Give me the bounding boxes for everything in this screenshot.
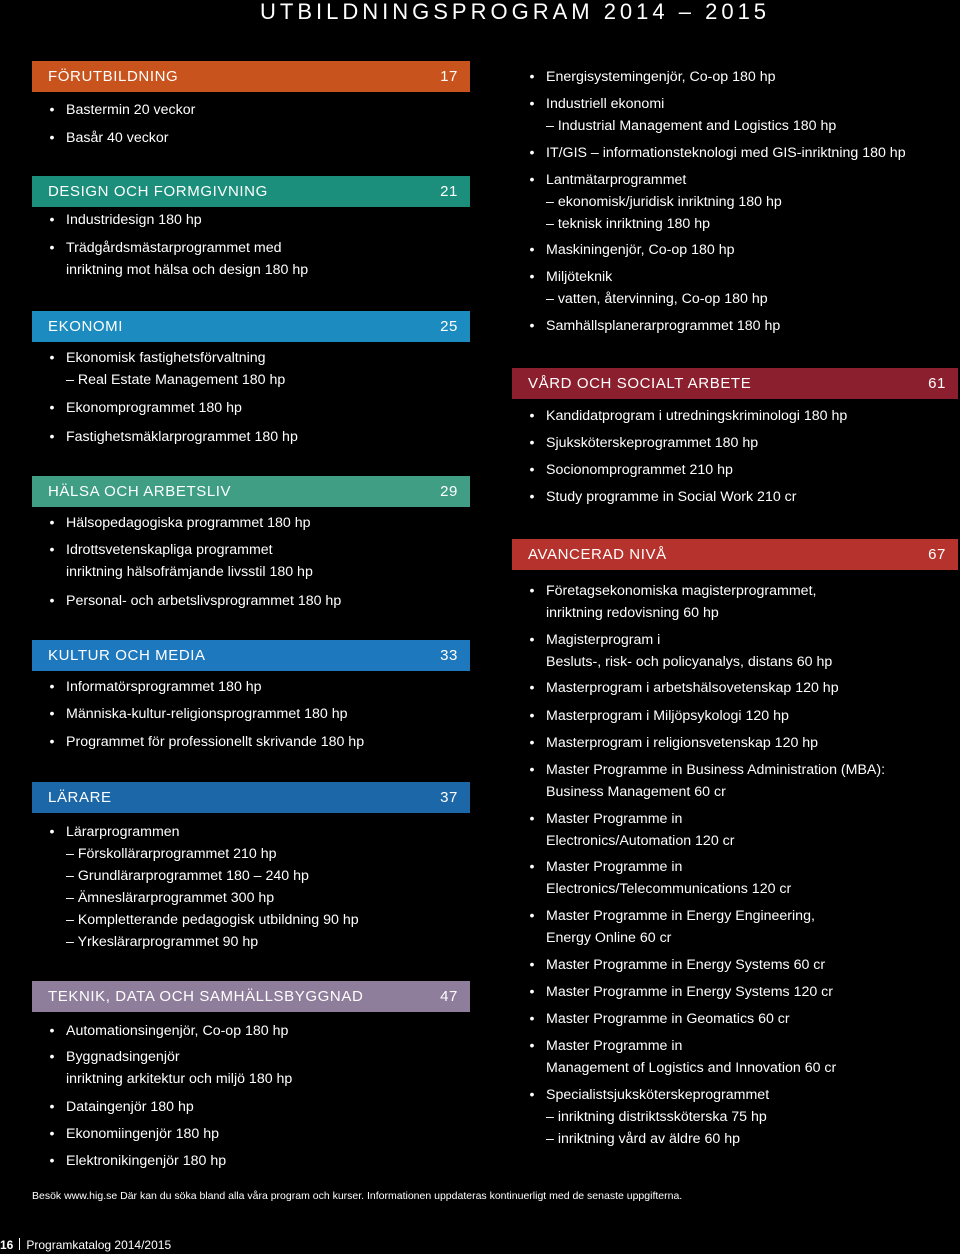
list-item[interactable]: • Ekonomprogrammet 180 hp [32,397,470,419]
bullet-icon: • [529,1038,535,1054]
bullet-icon: • [49,593,55,609]
list-item[interactable]: • Automationsingenjör, Co-op 180 hp [32,1020,470,1042]
list-item[interactable]: • Magisterprogram i Besluts-, risk- och policyanalys, distans 60 hp [512,629,958,673]
section-page-number: 47 [440,988,458,1005]
bullet-icon: • [529,583,535,599]
list-item[interactable]: • Master Programme in Energy Systems 60 cr [512,954,958,976]
list-item[interactable]: • Ekonomiingenjör 180 hp [32,1123,470,1145]
bullet-icon: • [529,908,535,924]
list-item[interactable]: • Kandidatprogram i utredningskriminologi 180 hp [512,405,958,427]
bullet-icon: • [529,1087,535,1103]
list-item[interactable]: • Masterprogram i religionsvetenskap 120 hp [512,732,958,754]
list-item[interactable]: • Industridesign 180 hp [32,209,470,231]
bullet-icon: • [529,489,535,505]
list-item[interactable]: • Byggnadsingenjör inriktning arkitektur och miljö 180 hp [32,1046,470,1090]
bullet-icon: • [49,1153,55,1169]
bullet-icon: • [529,680,535,696]
list-item[interactable]: • Master Programme in Electronics/Telecommunications 120 cr [512,856,958,900]
section-header-avancerad[interactable] [512,539,958,570]
section-page-number: 21 [440,183,458,200]
section-header-forutbildning[interactable] [32,61,470,92]
list-item[interactable]: • Industriell ekonomi – Industrial Management and Logistics 180 hp [512,93,958,137]
bullet-icon: • [529,435,535,451]
bullet-icon: • [529,462,535,478]
section-page-number: 25 [440,318,458,335]
bullet-icon: • [49,102,55,118]
list-item[interactable]: • Människa-kultur-religionsprogrammet 180 hp [32,703,470,725]
list-item[interactable]: • Ekonomisk fastighetsförvaltning – Real Estate Management 180 hp [32,347,470,391]
bullet-icon: • [529,269,535,285]
bullet-icon: • [529,242,535,258]
section-title: LÄRARE [48,789,112,806]
list-item[interactable]: • Maskiningenjör, Co-op 180 hp [512,239,958,261]
bullet-icon: • [529,172,535,188]
list-item[interactable]: • Lantmätarprogrammet – ekonomisk/juridisk inriktning 180 hp – teknisk inriktning 180 hp [512,169,958,235]
list-item[interactable]: • Master Programme in Electronics/Automation 120 cr [512,808,958,852]
section-title: VÅRD OCH SOCIALT ARBETE [528,375,752,392]
bullet-icon: • [49,429,55,445]
list-item[interactable]: • Miljöteknik – vatten, återvinning, Co-op 180 hp [512,266,958,310]
section-title: DESIGN OCH FORMGIVNING [48,183,268,200]
section-header-larare[interactable] [32,782,470,813]
bullet-icon: • [49,350,55,366]
section-page-number: 37 [440,789,458,806]
list-item[interactable]: • Master Programme in Energy Systems 120 cr [512,981,958,1003]
list-item[interactable]: • Bastermin 20 veckor [32,99,470,121]
catalog-title: Programkatalog 2014/2015 [26,1238,172,1252]
list-item[interactable]: • Idrottsvetenskapliga programmet inriktning hälsofrämjande livsstil 180 hp [32,539,470,583]
section-title: HÄLSA OCH ARBETSLIV [48,483,232,500]
page-number: 16 [0,1238,14,1252]
bullet-icon: • [529,762,535,778]
bullet-icon: • [529,1011,535,1027]
section-header-kultur[interactable] [32,640,470,671]
bullet-icon: • [49,824,55,840]
list-item[interactable]: • Master Programme in Management of Logistics and Innovation 60 cr [512,1035,958,1079]
section-header-design[interactable] [32,176,470,207]
list-item[interactable]: • Masterprogram i Miljöpsykologi 120 hp [512,705,958,727]
bullet-icon: • [529,735,535,751]
list-item[interactable]: • Lärarprogrammen – Förskollärarprogrammet 210 hp – Grundlärarprogrammet 180 – 240 hp – Ämneslärarprogrammet 300 hp – Kompletterande pedagogisk utbildning 90 hp – Yrkeslärarprogrammet 90 hp [32,821,470,953]
list-item[interactable]: • Hälsopedagogiska programmet 180 hp [32,512,470,534]
list-item[interactable]: • Dataingenjör 180 hp [32,1096,470,1118]
bullet-icon: • [49,1126,55,1142]
bullet-icon: • [49,515,55,531]
section-page-number: 29 [440,483,458,500]
footer-note: Besök www.hig.se Där kan du söka bland alla våra program och kurser. Informationen uppdateras kontinuerligt med de senaste uppgifterna. [32,1190,683,1202]
list-item[interactable]: • Masterprogram i arbetshälsovetenskap 120 hp [512,677,958,699]
list-item[interactable]: • Samhällsplanerarprogrammet 180 hp [512,315,958,337]
list-item[interactable]: • Master Programme in Business Administration (MBA): Business Management 60 cr [512,759,958,803]
bullet-icon: • [49,542,55,558]
page-title: UTBILDNINGSPROGRAM 2014 – 2015 [260,0,771,24]
footer-page-info [0,1238,300,1252]
list-item[interactable]: • Master Programme in Energy Engineering, Energy Online 60 cr [512,905,958,949]
bullet-icon: • [49,1099,55,1115]
bullet-icon: • [529,859,535,875]
bullet-icon: • [49,240,55,256]
bullet-icon: • [49,1049,55,1065]
bullet-icon: • [49,706,55,722]
bullet-icon: • [529,96,535,112]
section-header-teknik[interactable] [32,981,470,1012]
section-title: EKONOMI [48,318,124,335]
bullet-icon: • [529,957,535,973]
bullet-icon: • [529,984,535,1000]
list-item[interactable]: • Specialistsjuksköterskeprogrammet – inriktning distriktssköterska 75 hp – inriktning vård av äldre 60 hp [512,1084,958,1150]
bullet-icon: • [49,679,55,695]
section-header-vard[interactable] [512,368,958,399]
bullet-icon: • [529,408,535,424]
bullet-icon: • [529,145,535,161]
section-header-halsa[interactable] [32,476,470,507]
section-page-number: 67 [928,546,946,563]
bullet-icon: • [49,212,55,228]
section-page-number: 33 [440,647,458,664]
section-title: KULTUR OCH MEDIA [48,647,206,664]
list-item[interactable]: • Socionomprogrammet 210 hp [512,459,958,481]
list-item[interactable]: • Study programme in Social Work 210 cr [512,486,958,508]
list-item[interactable]: • Sjuksköterskeprogrammet 180 hp [512,432,958,454]
section-page-number: 17 [440,68,458,85]
list-item[interactable]: • IT/GIS – informationsteknologi med GIS-inriktning 180 hp [512,142,958,164]
separator [19,1238,20,1250]
list-item[interactable]: • Informatörsprogrammet 180 hp [32,676,470,698]
bullet-icon: • [49,130,55,146]
bullet-icon: • [529,318,535,334]
bullet-icon: • [529,632,535,648]
bullet-icon: • [529,708,535,724]
section-title: TEKNIK, DATA OCH SAMHÄLLSBYGGNAD [48,988,364,1005]
list-item[interactable]: • Programmet för professionellt skrivande 180 hp [32,731,470,753]
bullet-icon: • [529,811,535,827]
bullet-icon: • [529,69,535,85]
bullet-icon: • [49,734,55,750]
bullet-icon: • [49,400,55,416]
list-item[interactable]: • Fastighetsmäklarprogrammet 180 hp [32,426,470,448]
section-header-ekonomi[interactable] [32,311,470,342]
list-item[interactable]: • Trädgårdsmästarprogrammet med inriktning mot hälsa och design 180 hp [32,237,470,281]
list-item[interactable]: • Elektronikingenjör 180 hp [32,1150,470,1172]
list-item[interactable]: • Master Programme in Geomatics 60 cr [512,1008,958,1030]
list-item[interactable]: • Basår 40 veckor [32,127,470,149]
section-title: FÖRUTBILDNING [48,68,179,85]
section-title: AVANCERAD NIVÅ [528,546,667,563]
list-item[interactable]: • Energisystemingenjör, Co-op 180 hp [512,66,958,88]
list-item[interactable]: • Personal- och arbetslivsprogrammet 180 hp [32,590,470,612]
section-page-number: 61 [928,375,946,392]
bullet-icon: • [49,1023,55,1039]
list-item[interactable]: • Företagsekonomiska magisterprogrammet, inriktning redovisning 60 hp [512,580,958,624]
